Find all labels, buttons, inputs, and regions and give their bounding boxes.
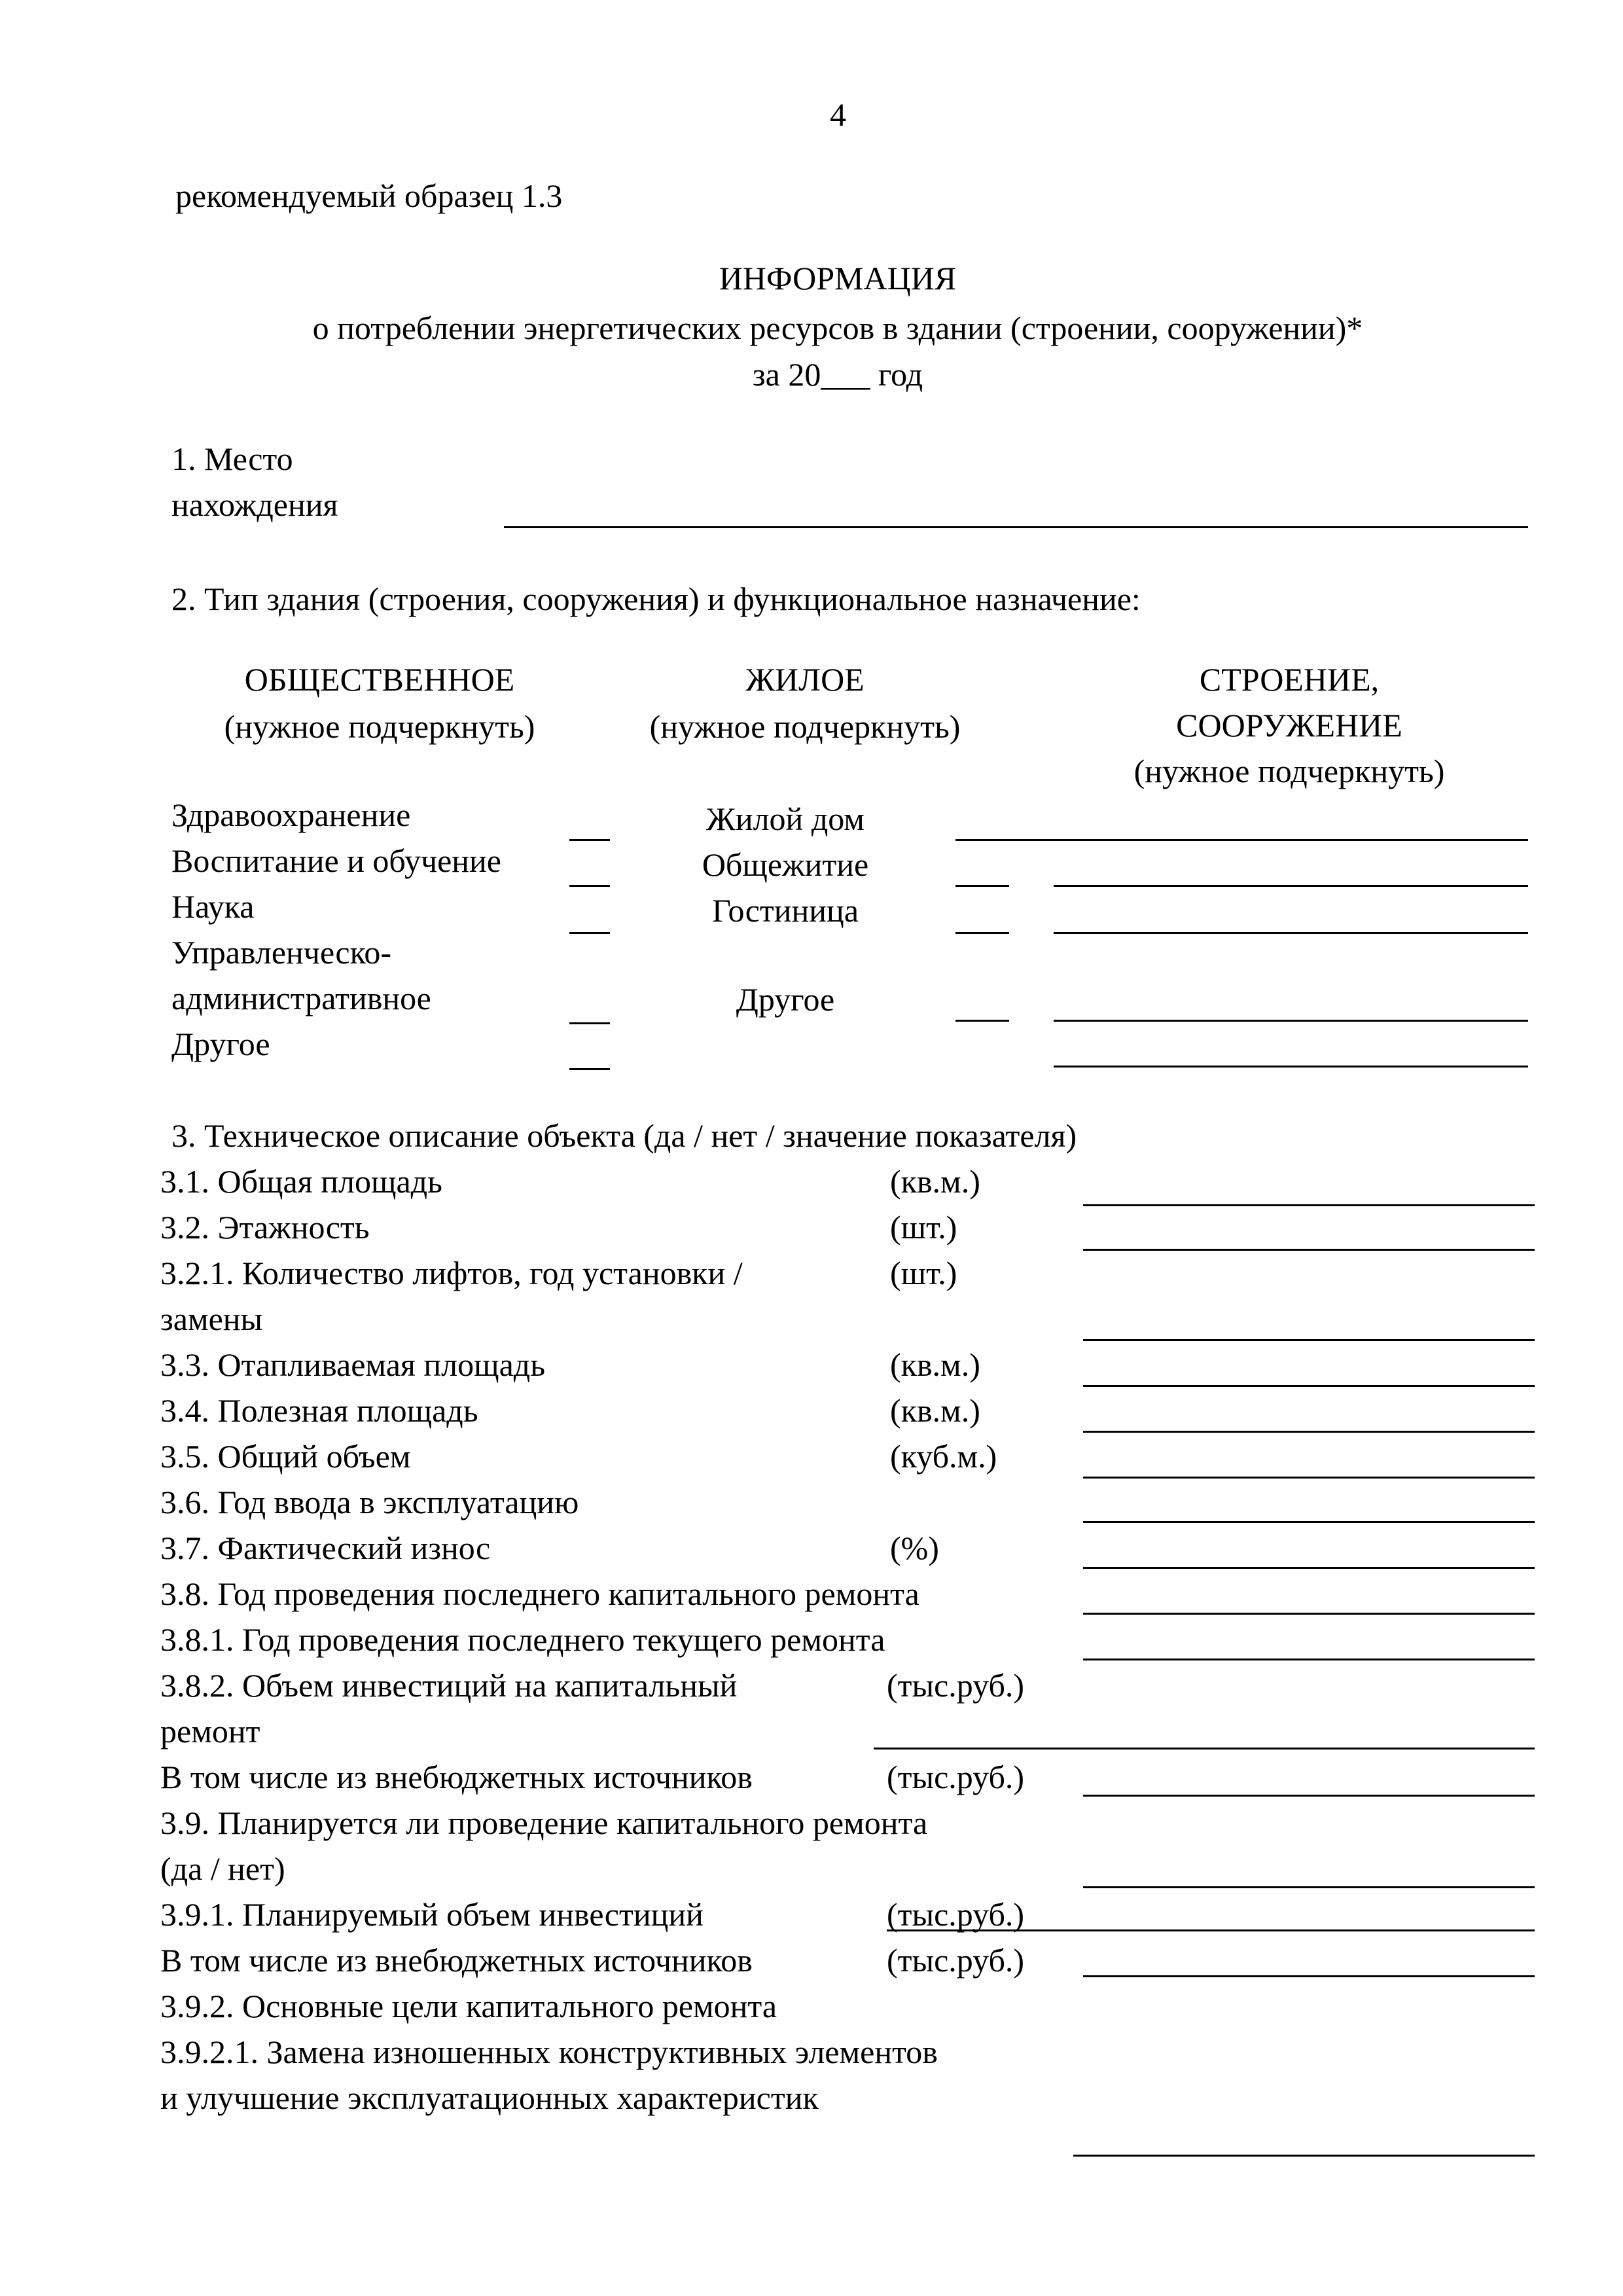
total-area-field[interactable] xyxy=(1083,1204,1535,1206)
volume-field[interactable] xyxy=(1083,1477,1535,1479)
residential-column-title: ЖИЛОЕ xyxy=(745,661,865,698)
residential-other-mark[interactable] xyxy=(955,1020,1009,1022)
row-heated-area-label: 3.3. Отапливаемая площадь xyxy=(160,1346,546,1383)
row-elevators-label: 3.2.1. Количество лифтов, год установки / xyxy=(160,1255,743,1291)
floors-field[interactable] xyxy=(1083,1249,1535,1251)
residential-item-dormitory: Общежитие xyxy=(702,846,869,883)
public-column-title: ОБЩЕСТВЕННОЕ xyxy=(244,661,515,698)
planned-repair-field[interactable] xyxy=(1083,1886,1535,1888)
row-heated-area-unit: (кв.м.) xyxy=(890,1346,980,1383)
row-commissioning-year-label: 3.6. Год ввода в эксплуатацию xyxy=(160,1484,579,1520)
location-field[interactable] xyxy=(504,526,1528,528)
structure-column-title-line1: СТРОЕНИЕ, xyxy=(1199,661,1380,698)
public-management-mark[interactable] xyxy=(569,1022,610,1024)
row-floors-label: 3.2. Этажность xyxy=(160,1209,370,1246)
sample-label: рекомендуемый образец 1.3 xyxy=(175,177,563,214)
row-offbudget-1-unit: (тыс.руб.) xyxy=(887,1759,1025,1795)
residential-dormitory-mark[interactable] xyxy=(955,885,1009,887)
commissioning-year-field[interactable] xyxy=(1083,1521,1535,1523)
section3-heading: 3. Техническое описание объекта (да / нет / значение показателя) xyxy=(171,1117,1077,1154)
structure-column-title-line2: СООРУЖЕНИЕ xyxy=(1176,707,1402,744)
row-wear-label: 3.7. Фактический износ xyxy=(160,1530,491,1566)
useful-area-field[interactable] xyxy=(1083,1431,1535,1433)
row-investment-label-cont: ремонт xyxy=(160,1713,260,1749)
residential-house-field[interactable] xyxy=(955,839,1528,841)
row-last-capital-repair-label: 3.8. Год проведения последнего капитального ремонта xyxy=(160,1575,919,1612)
row-wear-unit: (%) xyxy=(890,1530,939,1566)
public-item-other: Другое xyxy=(171,1026,270,1062)
structure-field-1[interactable] xyxy=(1054,885,1528,887)
row-planned-investment-unit: (тыс.руб.) xyxy=(887,1896,1025,1933)
residential-item-other: Другое xyxy=(736,981,835,1018)
page-number: 4 xyxy=(830,96,846,133)
row-repair-goals-label: 3.9.2. Основные цели капитального ремонта xyxy=(160,1988,777,2024)
replacement-field[interactable] xyxy=(1073,2155,1535,2157)
public-other-mark[interactable] xyxy=(569,1068,610,1070)
row-investment-unit: (тыс.руб.) xyxy=(887,1667,1025,1704)
row-offbudget-2-label: В том числе из внебюджетных источников xyxy=(160,1942,753,1979)
structure-field-3[interactable] xyxy=(1054,1020,1528,1022)
row-planned-repair-label: 3.9. Планируется ли проведение капитального ремонта xyxy=(160,1804,928,1841)
row-last-current-repair-label: 3.8.1. Год проведения последнего текущего ремонта xyxy=(160,1621,885,1658)
public-item-science: Наука xyxy=(171,888,255,925)
public-healthcare-mark[interactable] xyxy=(569,839,610,841)
year-line: за 20___ год xyxy=(752,356,923,393)
wear-field[interactable] xyxy=(1083,1567,1535,1569)
row-replacement-label-cont: и улучшение эксплуатационных характеристик xyxy=(160,2079,819,2116)
document-subtitle: о потреблении энергетических ресурсов в здании (строении, сооружении)* xyxy=(312,310,1363,346)
row-total-area-unit: (кв.м.) xyxy=(890,1163,980,1200)
public-item-management-line2: административное xyxy=(171,980,431,1016)
row-total-area-label: 3.1. Общая площадь xyxy=(160,1163,442,1200)
row-floors-unit: (шт.) xyxy=(890,1209,957,1246)
investment-field[interactable] xyxy=(874,1748,1535,1749)
residential-item-house: Жилой дом xyxy=(706,800,865,837)
public-item-education: Воспитание и обучение xyxy=(171,842,502,879)
row-planned-investment-label: 3.9.1. Планируемый объем инвестиций xyxy=(160,1896,704,1933)
public-item-management-line1: Управленческо- xyxy=(171,934,391,971)
section2-heading: 2. Тип здания (строения, сооружения) и функциональное назначение: xyxy=(171,581,1141,617)
row-investment-label: 3.8.2. Объем инвестиций на капитальный xyxy=(160,1667,738,1704)
row-planned-repair-label-cont: (да / нет) xyxy=(160,1850,285,1887)
heated-area-field[interactable] xyxy=(1083,1385,1535,1387)
row-useful-area-label: 3.4. Полезная площадь xyxy=(160,1392,478,1429)
structure-field-4[interactable] xyxy=(1054,1066,1528,1067)
row-elevators-unit: (шт.) xyxy=(890,1255,957,1291)
location-label-line1: 1. Место xyxy=(171,440,293,477)
last-capital-repair-field[interactable] xyxy=(1083,1613,1535,1615)
public-item-healthcare: Здравоохранение xyxy=(171,797,411,833)
row-offbudget-2-unit: (тыс.руб.) xyxy=(887,1942,1025,1979)
row-volume-label: 3.5. Общий объем xyxy=(160,1438,411,1475)
residential-column-note: (нужное подчеркнуть) xyxy=(649,708,961,745)
row-replacement-label: 3.9.2.1. Замена изношенных конструктивных элементов xyxy=(160,2034,938,2070)
residential-hotel-mark[interactable] xyxy=(955,932,1009,934)
row-offbudget-1-label: В том числе из внебюджетных источников xyxy=(160,1759,753,1795)
planned-investment-field[interactable] xyxy=(887,1929,1535,1931)
public-column-note: (нужное подчеркнуть) xyxy=(224,708,535,745)
location-label-line2: нахождения xyxy=(171,486,338,523)
last-current-repair-field[interactable] xyxy=(1083,1659,1535,1660)
structure-column-note: (нужное подчеркнуть) xyxy=(1133,753,1445,789)
elevators-field[interactable] xyxy=(1083,1339,1535,1341)
residential-item-hotel: Гостиница xyxy=(711,892,859,929)
offbudget-2-field[interactable] xyxy=(1083,1975,1535,1977)
row-volume-unit: (куб.м.) xyxy=(890,1438,997,1475)
public-science-mark[interactable] xyxy=(569,932,610,934)
document-title: ИНФОРМАЦИЯ xyxy=(719,260,957,296)
structure-field-2[interactable] xyxy=(1054,932,1528,934)
row-useful-area-unit: (кв.м.) xyxy=(890,1392,980,1429)
offbudget-1-field[interactable] xyxy=(1083,1795,1535,1797)
row-elevators-label-cont: замены xyxy=(160,1300,263,1337)
public-education-mark[interactable] xyxy=(569,885,610,887)
